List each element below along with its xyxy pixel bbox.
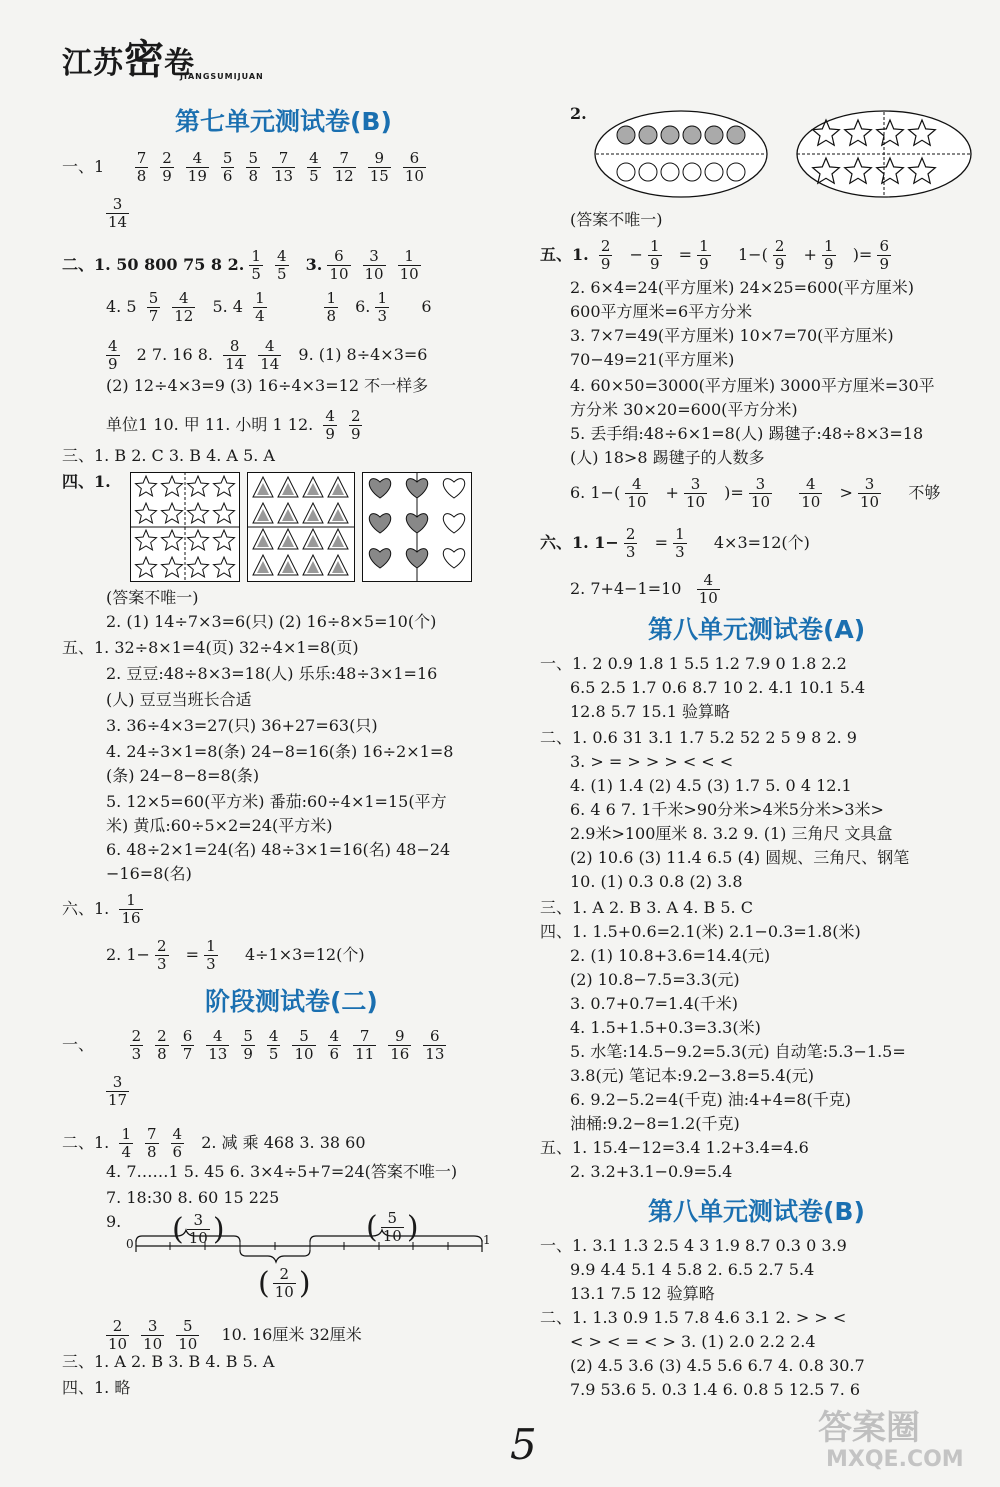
fraction-value: $\frac{8}{14}$ [225,337,245,373]
number-line-zero: 0 [126,1237,134,1251]
circle-icon [727,126,745,144]
answer-line: 五、1. 32÷8×1=4(页) 32÷4×1=8(页) [62,638,359,657]
fraction [599,237,625,273]
fraction-value: $\frac{1}{5}$ [251,247,261,283]
line-text: )= [724,483,744,502]
number-line-bracket-label: ( $\frac{3}{10}$ ) [172,1211,225,1247]
circle-icon [661,163,679,181]
answer-line: (2) 4.5 3.6 (3) 4.5 5.6 6.7 4. 0.8 30.7 [570,1356,865,1375]
fraction-value: $\frac{4}{10}$ [801,475,821,511]
fraction-value: $\frac{7}{11}$ [355,1027,375,1063]
fraction [184,1211,213,1247]
fraction-list [130,1027,459,1063]
fraction-value: $\frac{1}{9}$ [650,237,660,273]
answer-line: 4. 60×50=3000(平方厘米) 3000平方厘米=30平 [570,376,935,395]
answer-line: 3. 36÷4×3=27(只) 36+27=63(只) [106,716,378,735]
fraction-list [253,289,279,325]
fraction-value: $\frac{7}{8}$ [136,149,147,185]
line-text: 6. [355,297,371,316]
fraction-value: $\frac{3}{10}$ [364,247,384,283]
answer-line: 5. 12×5=60(平方米) 番茄:60÷4×1=15(平方 [106,792,447,811]
watermark-url: MXQE.COM [826,1447,964,1472]
answer-line: 3.8(元) 笔记本:9.2−3.8=5.4(元) [570,1066,815,1085]
fraction-value: $\frac{2}{10}$ [108,1317,128,1353]
fraction-value: $\frac{2}{3}$ [131,1027,142,1063]
fraction-value: $\frac{6}{9}$ [879,237,889,273]
answer-line [540,526,810,561]
fraction-value: $\frac{2}{3}$ [157,937,167,973]
answer-line: (人) 豆豆当班长合适 [106,690,252,709]
answer-line: 6. 9.2−5.2=4(千克) 油:4+4=8(千克) [570,1090,852,1109]
fraction-value: $\frac{5}{10}$ [178,1317,198,1353]
line-text: = [678,245,693,264]
answer-line: 4. (1) 1.4 (2) 4.5 (3) 1.7 5. 0 4 12.1 [570,776,852,795]
line-text: 6 [421,297,432,316]
answer-note: (答案不唯一) [570,210,663,229]
fraction-value: $\frac{6}{10}$ [404,149,424,185]
fraction-value: $\frac{4}{5}$ [276,247,287,283]
answer-line: 7. 18:30 8. 60 15 225 [106,1188,280,1207]
fraction-list [106,337,132,373]
answer-line: 一、1. 2 0.9 1.8 1 5.5 1.2 7.9 0 1.8 2.2 [540,654,847,673]
handwritten-page-mark: 5 [510,1420,537,1469]
fraction [697,571,732,607]
answer-line [62,248,433,283]
ovals-picture [594,110,972,200]
line-text: 2. 1− [106,945,150,964]
fraction-value: $\frac{1}{16}$ [121,891,141,927]
line-text: 2. 减 乘 468 3. 38 60 [201,1133,366,1152]
fraction [270,1265,299,1301]
fraction-value: $\frac{4}{5}$ [268,1027,279,1063]
fraction-value: $\frac{4}{10}$ [627,475,647,511]
answer-line: 2. 6×4=24(平方厘米) 24×25=600(平方厘米) [570,278,915,297]
line-text: 五、1. [540,245,589,264]
answer-line [570,476,940,511]
answer-line: 三、1. A 2. B 3. A 4. B 5. C [540,898,753,917]
fraction-list [324,289,350,325]
fraction-list [323,407,374,443]
fraction-value: $\frac{4}{12}$ [174,289,194,325]
line-text: > [839,483,853,502]
circle-icon [661,126,679,144]
fraction-value: $\frac{7}{8}$ [147,1125,157,1161]
fraction-value: $\frac{2}{3}$ [625,525,636,561]
fraction-value: $\frac{3}{10}$ [685,475,706,511]
answer-line: −16=8(名) [106,864,192,883]
answer-line: 9. [106,1212,122,1231]
fraction [378,1209,407,1245]
fraction-value: $\frac{1}{3}$ [675,525,685,561]
answer-line: 3. 7×7=49(平方厘米) 10×7=70(平方厘米) [570,326,894,345]
fraction-value: $\frac{1}{9}$ [824,237,834,273]
fraction-list [249,247,300,283]
fraction [673,525,699,561]
answer-line: 三、1. A 2. B 3. B 4. B 5. A [62,1352,275,1371]
fraction-value: $\frac{4}{13}$ [208,1027,228,1063]
line-text: 2 7. 16 8. [136,345,213,364]
fraction-value: $\frac{4}{6}$ [329,1027,340,1063]
answer-line: 10. (1) 0.3 0.8 (2) 3.8 [570,872,743,891]
fraction-value: $\frac{1}{9}$ [699,237,709,273]
line-text: 4. 5 [106,297,137,316]
answer-line: 12.8 5.7 15.1 验算略 [570,702,730,721]
line-text: 5. 4 [212,297,243,316]
fraction [155,937,181,973]
line-text: 二、1. 50 800 75 8 2. [62,255,245,274]
number-line-bracket-label: ( $\frac{5}{10}$ ) [366,1209,419,1245]
line-text: 10. 16厘米 32厘米 [221,1325,362,1344]
answer-line [106,1318,362,1353]
answer-line [62,892,155,927]
answer-line: 2. [570,104,587,123]
number-line-one: 1 [483,1233,491,1247]
hearts-grid-picture [362,472,472,582]
fraction [773,237,799,273]
fraction-value: $\frac{6}{13}$ [425,1027,445,1063]
fraction [697,237,723,273]
fraction-list [223,337,293,373]
fraction [799,475,834,511]
answer-line [106,338,427,373]
heading-stage2: 阶段测试卷(二) [205,987,378,1016]
fraction-value: $\frac{4}{6}$ [172,1125,183,1161]
answer-line: 600平方厘米=6平方分米 [570,302,753,321]
fraction-value: $\frac{3}{10}$ [750,475,770,511]
fraction-value: $\frac{4}{10}$ [698,571,718,607]
answer-line [106,1074,141,1109]
brand-name-b: 卷 [164,46,195,81]
answer-line [106,938,365,973]
line-text: 9. (1) 8÷4×3=6 [298,345,428,364]
line-text: )= [852,245,873,264]
fraction-value: $\frac{4}{19}$ [187,149,207,185]
fraction [119,891,154,927]
line-text: + [665,483,679,502]
heading-unit8b: 第八单元测试卷(B) [648,1197,865,1226]
line-label: 一、1 [62,157,105,176]
circle-icon [639,126,657,144]
fraction-value: $\frac{9}{15}$ [369,149,389,185]
line-text: 不够 [908,483,941,502]
fraction-value: $\frac{3}{10}$ [859,475,880,511]
fraction-value: $\frac{2}{10}$ [274,1265,294,1301]
circle-icon [683,126,701,144]
fraction-value: $\frac{5}{8}$ [248,149,258,185]
answer-line: 3. 0.7+0.7=1.4(千米) [570,994,738,1013]
fraction-value: $\frac{5}{7}$ [148,289,159,325]
brand-logo [62,28,264,85]
answer-line: 四、1. 1.5+0.6=2.1(米) 2.1−0.3=1.8(米) [540,922,861,941]
answer-line: 4. 24÷3×1=8(条) 24−8=16(条) 16÷2×1=8 [106,742,454,761]
line-text: 6. 1−( [570,483,621,502]
fraction-value: $\frac{4}{5}$ [309,149,319,185]
line-text: 六、1. 1− [540,533,619,552]
answer-line: 3. > = > > > < < < [570,752,734,771]
heading-unit7b: 第七单元测试卷(B) [175,107,392,136]
fraction [106,1073,141,1109]
answer-line: (2) 10.8−7.5=3.3(元) [570,970,740,989]
answer-line: 一、1. 3.1 1.3 2.5 4 3 1.9 8.7 0.3 0 3.9 [540,1236,847,1255]
brand-name-mi: 密 [124,37,164,83]
line-label: 一、 [62,1035,95,1054]
line-text: 单位1 10. 甲 11. 小明 1 12. [106,415,314,434]
fraction-value: $\frac{9}{16}$ [390,1027,410,1063]
fraction-value: $\frac{5}{10}$ [382,1209,402,1245]
answer-line: 四、1. [62,472,111,491]
watermark-text: 答案圈 [818,1408,920,1448]
fraction-value: $\frac{7}{12}$ [334,149,354,185]
line-text: 3. [305,255,323,274]
fraction-value: $\frac{6}{7}$ [182,1027,193,1063]
answer-line: 油桶:9.2−8=1.2(千克) [570,1114,740,1133]
fraction [822,237,848,273]
answer-line [62,150,438,185]
fraction-value: $\frac{5}{9}$ [243,1027,253,1063]
fraction-value: $\frac{5}{10}$ [294,1027,314,1063]
answer-line: 四、1. 略 [62,1378,131,1397]
answer-line [106,408,374,443]
fraction-value: $\frac{1}{4}$ [255,289,265,325]
answer-line: (2) 10.6 (3) 11.4 6.5 (4) 圆规、三角尺、钢笔 [570,848,910,867]
fraction-value: $\frac{2}{9}$ [600,237,611,273]
fraction-value: $\frac{1}{3}$ [377,289,388,325]
answer-line: 2. (1) 10.8+3.6=14.4(元) [570,946,771,965]
answer-line: 2. 3.2+3.1−0.9=5.4 [570,1162,733,1181]
answer-line: (人) 18>8 踢毽子的人数多 [570,448,765,467]
circle-icon [705,163,723,181]
answer-line: 70−49=21(平方厘米) [570,350,735,369]
fraction-list [106,1317,211,1353]
circle-icon [727,163,745,181]
line-text: 1−( [737,245,768,264]
answer-line [106,290,432,325]
fraction-value: $\frac{2}{9}$ [162,149,172,185]
fraction-value: $\frac{3}{17}$ [108,1073,128,1109]
answer-line: 二、1. 0.6 31 3.1 1.7 5.2 52 2 5 9 8 2. 9 [540,728,857,747]
answer-line: 9.9 4.4 5.1 4 5.8 2. 6.5 2.7 5.4 [570,1260,815,1279]
circle-icon [683,163,701,181]
answer-line [62,1028,458,1063]
fraction [749,475,784,511]
answer-line: 4. 1.5+1.5+0.3=3.3(米) [570,1018,761,1037]
answer-line: 2.9米>100厘米 8. 3.2 9. (1) 三角尺 文具盒 [570,824,893,843]
line-text: − [629,245,643,264]
answer-line [540,238,903,273]
fraction-value: $\frac{3}{10}$ [143,1317,163,1353]
circle-icon [617,163,635,181]
fraction-list [119,1125,196,1161]
circle-icon [705,126,723,144]
brand-pinyin: JIANGSUMIJUAN [180,72,264,81]
fraction-value: $\frac{4}{9}$ [108,337,118,373]
heading-unit8a: 第八单元测试卷(A) [648,615,866,644]
fraction-value: $\frac{7}{13}$ [273,149,294,185]
line-text: 4÷1×3=12(个) [244,945,365,964]
fraction-value: $\frac{4}{14}$ [260,337,280,373]
circle-icon [617,126,635,144]
fraction-list [147,289,208,325]
circle-icon [639,163,657,181]
fraction-list [375,289,401,325]
answer-line: 三、1. B 2. C 3. B 4. A 5. A [62,446,275,465]
fraction-value: $\frac{6}{10}$ [329,247,349,283]
fraction-value: $\frac{2}{8}$ [157,1027,167,1063]
fraction-list [135,149,438,185]
answer-line: 2. 豆豆:48÷8×3=18(人) 乐乐:48÷3×1=16 [106,664,438,683]
fraction-value: $\frac{5}{6}$ [222,149,233,185]
fraction [684,475,719,511]
answer-line: 五、1. 15.4−12=3.4 1.2+3.4=4.6 [540,1138,809,1157]
answer-line [106,196,141,231]
answer-line [62,1126,366,1161]
fraction-value: $\frac{1}{8}$ [326,289,337,325]
answer-line: 7.9 53.6 5. 0.3 1.4 6. 0.8 5 12.5 7. 6 [570,1380,861,1399]
fraction [204,937,230,973]
fraction [106,195,141,231]
line-text: = [185,945,200,964]
fraction-value: $\frac{4}{9}$ [325,407,335,443]
line-text: = [654,533,668,552]
answer-line: (2) 12÷4×3=9 (3) 16÷4×3=12 不一样多 [106,376,429,395]
brand-name-a: 江苏 [62,46,124,81]
fraction-value: $\frac{2}{9}$ [350,407,361,443]
answer-line: 米) 黄瓜:60÷5×2=24(平方米) [106,816,333,835]
fraction [648,237,674,273]
line-text: 2. 7+4−1=10 [570,579,682,598]
answer-line: 4. 7……1 5. 45 6. 3×4÷5+7=24(答案不唯一) [106,1162,458,1181]
fraction-value: $\frac{1}{3}$ [206,937,216,973]
number-line-bracket-label: ( $\frac{2}{10}$ ) [258,1265,311,1301]
answer-note: (答案不唯一) [106,588,199,607]
line-text: 二、1. [62,1133,110,1152]
answer-line: 2. (1) 14÷7×3=6(只) (2) 16÷8×5=10(个) [106,612,437,631]
answer-line [570,572,732,607]
answer-line: (条) 24−8−8=8(条) [106,766,260,785]
answer-line: < > < = < > 3. (1) 2.0 2.2 2.4 [570,1332,816,1351]
fraction-value: $\frac{1}{10}$ [399,247,419,283]
answer-line: 6. 48÷2×1=24(名) 48÷3×1=16(名) 48−24 [106,840,451,859]
stars-grid-picture [130,472,240,582]
answer-line: 6.5 2.5 1.7 0.6 8.7 10 2. 4.1 10.1 5.4 [570,678,866,697]
answer-line: 二、1. 1.3 0.9 1.5 7.8 4.6 3.1 2. > > < [540,1308,847,1327]
triangles-grid-picture [247,472,355,582]
fraction [624,525,650,561]
fraction-list [327,247,432,283]
answer-line: 6. 4 6 7. 1千米>90分米>4米5分米>3米> [570,800,884,819]
fraction-value: $\frac{3}{10}$ [188,1211,208,1247]
fraction-value: $\frac{1}{4}$ [121,1125,131,1161]
answer-line: 5. 水笔:14.5−9.2=5.3(元) 自动笔:5.3−1.5= [570,1042,906,1061]
fraction-value: $\frac{2}{9}$ [774,237,785,273]
answer-line: 5. 丢手绢:48÷6×1=8(人) 踢毽子:48÷8×3=18 [570,424,924,443]
line-text: + [803,245,817,264]
line-text: 六、1. [62,899,110,918]
fraction [625,475,660,511]
fraction [858,475,893,511]
answer-line: 13.1 7.5 12 验算略 [570,1284,715,1303]
fraction [877,237,903,273]
line-text: 4×3=12(个) [713,533,810,552]
fraction-value: $\frac{3}{14}$ [108,195,128,231]
answer-line: 方分米 30×20=600(平方分米) [570,400,798,419]
